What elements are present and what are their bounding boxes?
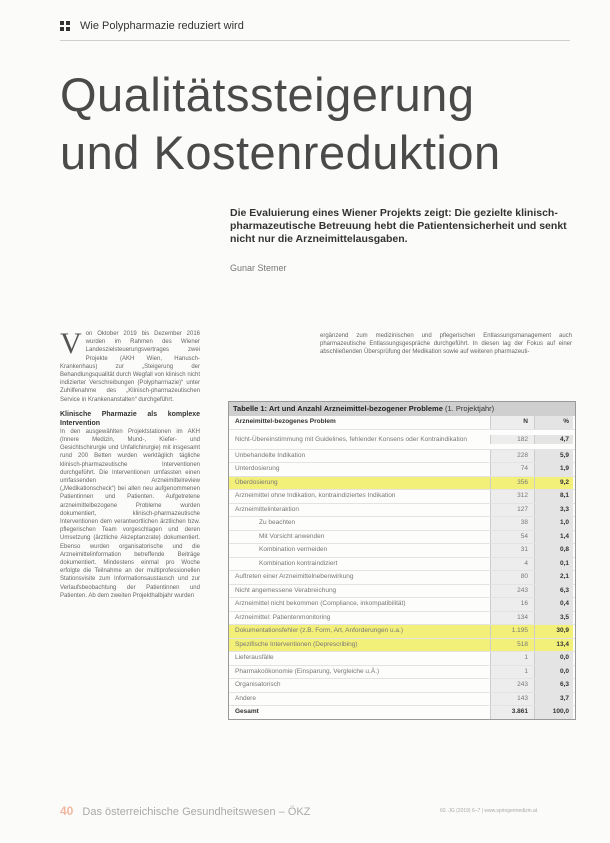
article-title [60,66,501,182]
row-percent: 8,1 [535,490,573,503]
problems-table [228,401,576,720]
row-n: 4 [491,558,535,571]
row-label: Arzneimittel: Patientenmonitoring [229,612,491,625]
row-n: 1 [491,652,535,665]
row-n: 228 [491,450,535,463]
table-row [229,450,575,464]
row-label: Kombination kontraindiziert [229,558,491,571]
body-text: In den ausgewählten Projektstationen im AKH (Innere Medizin, Mund-, Kiefer- und Gesichtschirurgie und Unfallchirurgie) mit insgesamt rund 200 Betten wurden werktäglich tägliche klinisch-pharmazeutische Interventionen durchgeführt. Die Interventionen umfassten einen umfassenden Arzneimittelreview („Medikationscheck“) bei allen neu aufgenommenen Patientinnen und Patienten. Aufgetretene arzneimittelbezogene Probleme wurden dokumentiert, klinisch-pharmazeutische Interventionen dem verantwortlichen ärztlichen bzw. pflegerischen Team vorgeschlagen und deren Umsetzung (ärztliche Akzeptanzrate) dokumentiert. Ebenso wurden organisatorische und die Arzneimittelinformation betreffende Beiträge dokumentiert. Mindestens einmal pro Woche erfolgte die Teilnahme an der multiprofessionellen Stationsvisite zum Informationsaustausch und zur Verlaufsbeobachtung der Patientinnen und Patienten. Ab dem zweiten Projekthalbjahr wurden [60,428,200,599]
row-label: Nicht angemessene Verabreichung [229,585,491,598]
intro-text: on Oktober 2019 bis Dezember 2016 wurden im Rahmen des Wiener Landeszielsteuerungsvertrages zwei Projekte (AKH Wien, Hanusch-Krankenhaus) zur „Steigerung der Behandlungsqualität durch Wegfall von klinisch nicht indizierter Verschreibungen (Polypharmazie)“ unter Zuhilfenahme des „Klinisch-pharmazeutischen Service in Krankenanstalten“ durchgeführt. [60,331,200,403]
footer [60,804,310,818]
row-percent: 6,3 [535,679,573,692]
row-n: 80 [491,571,535,584]
table-row [229,430,575,450]
title-line-1: Qualitätssteigerung [60,68,475,121]
body-column-1 [60,327,200,600]
header-divider [60,40,570,41]
total-label: Gesamt [229,706,491,719]
table-row [229,504,575,518]
section-header [60,20,244,32]
row-percent: 3,3 [535,504,573,517]
header-n: N [491,416,535,429]
section-title: Wie Polypharmazie reduziert wird [80,20,244,32]
table-row [229,639,575,653]
row-label: Arzneimittelinteraktion [229,504,491,517]
row-n: 312 [491,490,535,503]
total-n: 3.861 [491,706,535,719]
subheading: Klinische Pharmazie als komplexe Intervention [60,410,200,427]
row-label: Überdosierung [229,477,491,490]
row-n: 356 [491,477,535,490]
table-row [229,531,575,545]
row-label: Zu beachten [229,517,491,530]
row-percent: 3,5 [535,612,573,625]
table-row [229,598,575,612]
row-percent: 0,0 [535,652,573,665]
table-row [229,571,575,585]
table-row [229,477,575,491]
row-label: Pharmakoökonomie (Einsparung, Vergleiche u.Ä.) [229,666,491,679]
row-n: 16 [491,598,535,611]
table-row [229,679,575,693]
table-row [229,666,575,680]
page-number: 40 [60,804,74,818]
row-label: Kombination vermeiden [229,544,491,557]
table-row [229,625,575,639]
table-row [229,585,575,599]
row-percent: 0,4 [535,598,573,611]
row-n: 143 [491,693,535,706]
row-label: Mit Vorsicht anwenden [229,531,491,544]
issue-info: 60. JG (2019) 6–7 | www.springermedizin.at [440,808,538,814]
table-row [229,652,575,666]
row-n: 74 [491,463,535,476]
header-percent: % [535,416,573,429]
grid-icon [60,21,70,31]
dropcap: V [60,327,82,360]
row-percent: 6,3 [535,585,573,598]
row-n: 518 [491,639,535,652]
row-label: Unbehandelte Indikation [229,450,491,463]
row-percent: 1,0 [535,517,573,530]
row-label: Organisatorisch [229,679,491,692]
table-row [229,612,575,626]
row-n: 54 [491,531,535,544]
row-percent: 5,9 [535,450,573,463]
row-percent: 30,9 [535,625,573,638]
row-n: 243 [491,585,535,598]
table-row [229,463,575,477]
row-label: Arzneimittel ohne Indikation, kontraindiziertes Indikation [229,490,491,503]
row-label: Unterdosierung [229,463,491,476]
row-percent: 0,1 [535,558,573,571]
row-percent: 1,9 [535,463,573,476]
header-problem: Arzneimittel-bezogenes Problem [229,416,491,429]
row-n: 127 [491,504,535,517]
table-row [229,558,575,572]
publication-name: Das österreichische Gesundheitswesen – ÖKZ [82,806,311,818]
row-percent: 2,1 [535,571,573,584]
lead-paragraph: Die Evaluierung eines Wiener Projekts zeigt: Die gezielte klinisch-pharmazeutische Betreuung hebt die Patientensicherheit und senkt nicht nur die Arzneimittelausgaben. [230,207,567,245]
title-line-2: und Kostenreduktion [60,126,501,179]
row-label: Andere [229,693,491,706]
table-row [229,490,575,504]
row-label: Dokumentationsfehler (z.B. Form, Art, Anforderungen u.a.) [229,625,491,638]
row-percent: 0,8 [535,544,573,557]
table-row [229,693,575,707]
row-percent: 4,7 [535,435,573,444]
row-percent: 0,0 [535,666,573,679]
row-n: 182 [491,435,535,444]
table-caption [229,402,575,416]
row-n: 1.195 [491,625,535,638]
row-percent: 1,4 [535,531,573,544]
body-column-2: ergänzend zum medizinischen und pflegerischen Entlassungsmanagement auch pharmazeutische Entlassungsgespräche durchgeführt. In diesen lag der Fokus auf einer abschließenden Übersprüfung der Medikation sowie auf weiteren pharmazeuti- [320,333,572,356]
author: Gunar Stemer [230,263,287,273]
row-label: Nicht-Übereinstimmung mit Guidelines, fehlender Konsens oder Kontraindikation [229,435,491,444]
row-percent: 3,7 [535,693,573,706]
table-total-row [229,706,575,719]
row-label: Arzneimittel nicht bekommen (Compliance, inkompatibilität) [229,598,491,611]
row-n: 243 [491,679,535,692]
table-caption-title: Tabelle 1: Art und Anzahl Arzneimittel-bezogener Probleme [233,404,443,413]
table-header-row [229,416,575,430]
table-row [229,544,575,558]
row-label: Lieferausfälle [229,652,491,665]
row-label: Spezifische Interventionen (Deprescribing) [229,639,491,652]
table-body [229,430,575,707]
total-percent: 100,0 [535,706,573,719]
row-n: 38 [491,517,535,530]
row-n: 134 [491,612,535,625]
row-percent: 13,4 [535,639,573,652]
row-label: Auftreten einer Arzneimittelnebenwirkung [229,571,491,584]
row-n: 31 [491,544,535,557]
row-percent: 9,2 [535,477,573,490]
table-caption-note: (1. Projektjahr) [444,404,495,413]
table-row [229,517,575,531]
row-n: 1 [491,666,535,679]
